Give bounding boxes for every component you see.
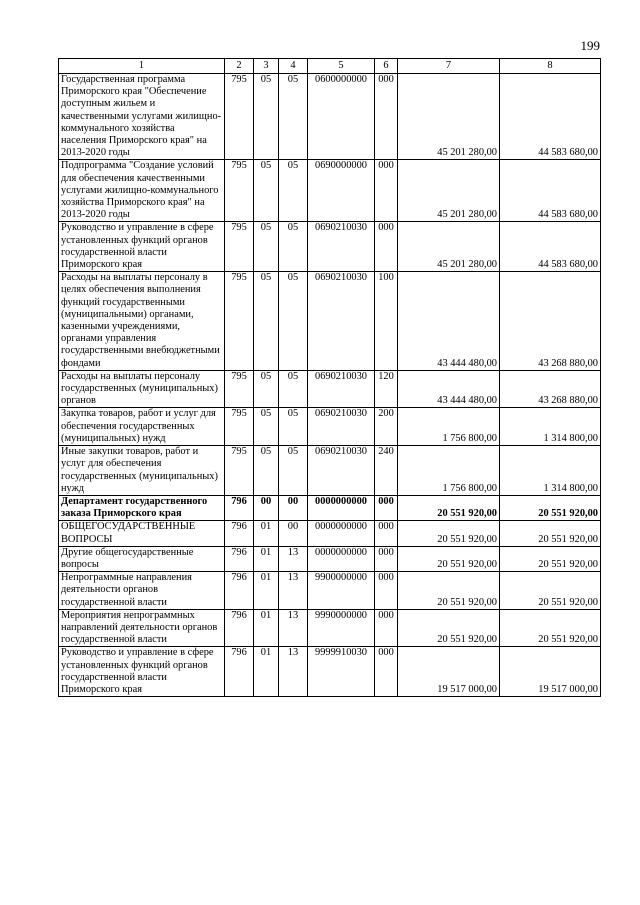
row-target-article: 0690210030 <box>308 272 375 371</box>
row-target-article: 0000000000 <box>308 521 375 546</box>
table-row <box>59 572 601 610</box>
row-ministry-code: 795 <box>225 446 254 496</box>
row-amount-year-2: 43 268 880,00 <box>500 370 601 408</box>
row-section-code: 00 <box>254 495 279 520</box>
row-ministry-code: 796 <box>225 572 254 610</box>
row-amount-year-2: 1 314 800,00 <box>500 408 601 446</box>
row-subsection-code: 05 <box>279 408 308 446</box>
budget-table <box>58 58 601 697</box>
row-amount-year-1: 19 517 000,00 <box>398 647 500 697</box>
row-name-cell: ОБЩЕГОСУДАРСТВЕННЫЕ ВОПРОСЫ <box>59 521 225 546</box>
header-cell-8: 8 <box>500 59 601 74</box>
table-row <box>59 521 601 546</box>
row-expense-type: 000 <box>375 495 398 520</box>
row-amount-year-2: 19 517 000,00 <box>500 647 601 697</box>
row-target-article: 0600000000 <box>308 74 375 160</box>
row-amount-year-1: 1 756 800,00 <box>398 408 500 446</box>
row-ministry-code: 796 <box>225 495 254 520</box>
row-amount-year-2: 20 551 920,00 <box>500 495 601 520</box>
header-row <box>59 59 601 74</box>
row-name-cell: Мероприятия непрограммных направлений деятельности органов государственной власти <box>59 609 225 647</box>
row-target-article: 0000000000 <box>308 495 375 520</box>
row-target-article: 0690210030 <box>308 446 375 496</box>
header-cell-2: 2 <box>225 59 254 74</box>
table-row <box>59 160 601 222</box>
row-ministry-code: 796 <box>225 521 254 546</box>
row-section-code: 05 <box>254 370 279 408</box>
row-ministry-code: 795 <box>225 160 254 222</box>
row-subsection-code: 05 <box>279 272 308 371</box>
row-amount-year-2: 44 583 680,00 <box>500 222 601 272</box>
table-row <box>59 222 601 272</box>
row-target-article: 0690210030 <box>308 408 375 446</box>
row-amount-year-2: 20 551 920,00 <box>500 609 601 647</box>
row-subsection-code: 05 <box>279 74 308 160</box>
row-subsection-code: 05 <box>279 370 308 408</box>
row-ministry-code: 795 <box>225 74 254 160</box>
row-subsection-code: 13 <box>279 609 308 647</box>
row-name-cell: Другие общегосударственные вопросы <box>59 546 225 571</box>
row-name-cell: Непрограммные направления деятельности органов государственной власти <box>59 572 225 610</box>
row-target-article: 0690210030 <box>308 222 375 272</box>
row-ministry-code: 795 <box>225 408 254 446</box>
table-row <box>59 446 601 496</box>
header-cell-6: 6 <box>375 59 398 74</box>
row-name-cell: Подпрограмма "Создание условий для обеспечения качественными услугами жилищно-коммунального хозяйства Приморского края" на 2013-2020 годы <box>59 160 225 222</box>
row-amount-year-2: 20 551 920,00 <box>500 546 601 571</box>
row-amount-year-2: 20 551 920,00 <box>500 572 601 610</box>
row-name-cell: Закупка товаров, работ и услуг для обеспечения государственных (муниципальных) нужд <box>59 408 225 446</box>
table-row <box>59 546 601 571</box>
row-target-article: 0000000000 <box>308 546 375 571</box>
row-ministry-code: 795 <box>225 370 254 408</box>
table-row <box>59 609 601 647</box>
row-target-article: 9900000000 <box>308 572 375 610</box>
row-name-cell: Иные закупки товаров, работ и услуг для обеспечения государственных (муниципальных) нужд <box>59 446 225 496</box>
row-ministry-code: 795 <box>225 272 254 371</box>
table-row <box>59 408 601 446</box>
header-cell-1: 1 <box>59 59 225 74</box>
row-subsection-code: 05 <box>279 160 308 222</box>
row-amount-year-1: 20 551 920,00 <box>398 572 500 610</box>
row-amount-year-2: 20 551 920,00 <box>500 521 601 546</box>
row-expense-type: 000 <box>375 609 398 647</box>
row-amount-year-1: 45 201 280,00 <box>398 222 500 272</box>
row-expense-type: 000 <box>375 546 398 571</box>
row-subsection-code: 13 <box>279 572 308 610</box>
row-expense-type: 200 <box>375 408 398 446</box>
row-section-code: 05 <box>254 408 279 446</box>
row-expense-type: 240 <box>375 446 398 496</box>
row-name-cell: Руководство и управление в сфере установленных функций органов государственной власти Приморского края <box>59 222 225 272</box>
row-target-article: 0690000000 <box>308 160 375 222</box>
row-section-code: 05 <box>254 272 279 371</box>
table-body <box>59 74 601 697</box>
row-name-cell: Департамент государственного заказа Приморского края <box>59 495 225 520</box>
header-cell-3: 3 <box>254 59 279 74</box>
table-row <box>59 495 601 520</box>
row-section-code: 01 <box>254 647 279 697</box>
row-section-code: 05 <box>254 74 279 160</box>
page-number: 199 <box>580 38 600 53</box>
table-row <box>59 74 601 160</box>
table-row <box>59 647 601 697</box>
row-name-cell: Государственная программа Приморского края "Обеспечение доступным жильем и качественными услугами жилищно-коммунального хозяйства населения Приморского края" на 2013-2020 годы <box>59 74 225 160</box>
header-cell-5: 5 <box>308 59 375 74</box>
row-ministry-code: 796 <box>225 546 254 571</box>
row-subsection-code: 13 <box>279 647 308 697</box>
row-amount-year-1: 20 551 920,00 <box>398 609 500 647</box>
row-target-article: 9999910030 <box>308 647 375 697</box>
table-row <box>59 272 601 371</box>
row-expense-type: 000 <box>375 74 398 160</box>
row-amount-year-1: 45 201 280,00 <box>398 160 500 222</box>
row-amount-year-1: 1 756 800,00 <box>398 446 500 496</box>
row-section-code: 01 <box>254 546 279 571</box>
row-subsection-code: 00 <box>279 495 308 520</box>
row-amount-year-1: 20 551 920,00 <box>398 546 500 571</box>
row-section-code: 01 <box>254 572 279 610</box>
row-section-code: 05 <box>254 160 279 222</box>
row-amount-year-2: 44 583 680,00 <box>500 74 601 160</box>
row-subsection-code: 00 <box>279 521 308 546</box>
header-cell-4: 4 <box>279 59 308 74</box>
row-amount-year-2: 44 583 680,00 <box>500 160 601 222</box>
table-row <box>59 370 601 408</box>
row-subsection-code: 13 <box>279 546 308 571</box>
row-ministry-code: 796 <box>225 647 254 697</box>
row-amount-year-2: 1 314 800,00 <box>500 446 601 496</box>
row-amount-year-1: 20 551 920,00 <box>398 495 500 520</box>
row-section-code: 01 <box>254 609 279 647</box>
row-expense-type: 120 <box>375 370 398 408</box>
row-amount-year-1: 43 444 480,00 <box>398 370 500 408</box>
row-ministry-code: 795 <box>225 222 254 272</box>
row-name-cell: Расходы на выплаты персоналу государственных (муниципальных) органов <box>59 370 225 408</box>
row-subsection-code: 05 <box>279 222 308 272</box>
row-ministry-code: 796 <box>225 609 254 647</box>
row-section-code: 05 <box>254 222 279 272</box>
row-section-code: 05 <box>254 446 279 496</box>
row-amount-year-1: 43 444 480,00 <box>398 272 500 371</box>
row-amount-year-2: 43 268 880,00 <box>500 272 601 371</box>
row-section-code: 01 <box>254 521 279 546</box>
row-amount-year-1: 20 551 920,00 <box>398 521 500 546</box>
row-subsection-code: 05 <box>279 446 308 496</box>
row-name-cell: Руководство и управление в сфере установленных функций органов государственной власти Приморского края <box>59 647 225 697</box>
row-expense-type: 000 <box>375 160 398 222</box>
row-expense-type: 000 <box>375 222 398 272</box>
row-target-article: 9990000000 <box>308 609 375 647</box>
row-expense-type: 000 <box>375 647 398 697</box>
row-expense-type: 000 <box>375 521 398 546</box>
row-expense-type: 000 <box>375 572 398 610</box>
row-target-article: 0690210030 <box>308 370 375 408</box>
row-expense-type: 100 <box>375 272 398 371</box>
header-cell-7: 7 <box>398 59 500 74</box>
row-amount-year-1: 45 201 280,00 <box>398 74 500 160</box>
row-name-cell: Расходы на выплаты персоналу в целях обеспечения выполнения функций государственными (муниципальными) органами, казенными учреждениями, органами управления государственными внебюджетными фондами <box>59 272 225 371</box>
